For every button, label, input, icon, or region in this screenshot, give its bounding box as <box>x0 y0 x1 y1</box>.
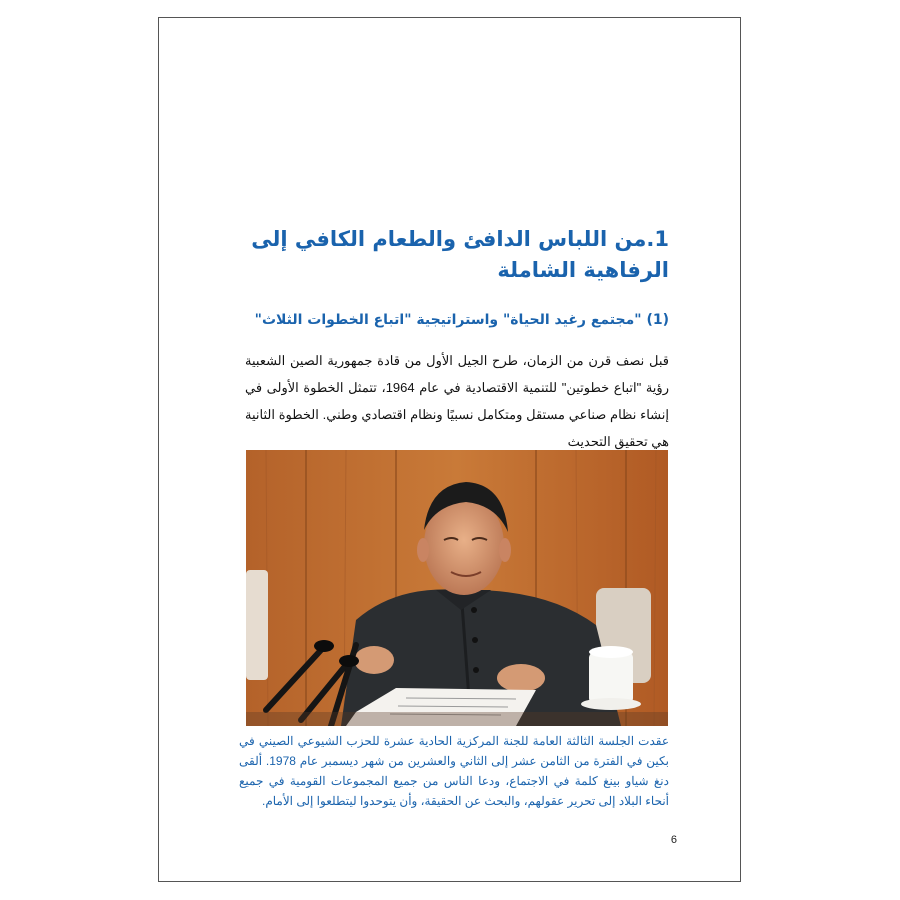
document-page <box>158 17 741 882</box>
page-number: 6 <box>670 834 677 846</box>
section-heading: 1.من اللباس الدافئ والطعام الكافي إلى الرفاهية الشاملة <box>251 227 669 282</box>
body-paragraph: قبل نصف قرن من الزمان، طرح الجيل الأول من قادة جمهورية الصين الشعبية رؤية "اتباع خطوتين" للتنمية الاقتصادية في عام 1964، تتمثل الخطوة الأولى في إنشاء نظام صناعي مستقل ومتكامل نسبيًا ونظام اقتصادي وطني. الخطوة الثانية هي تحقيق التحديث <box>245 353 669 449</box>
photo-caption: عقدت الجلسة الثالثة العامة للجنة المركزية الحادية عشرة للحزب الشيوعي الصيني في بكين في الفترة من الثامن عشر إلى الثاني والعشرين من شهر ديسمبر عام 1978. ألقى دنغ شياو بينغ كلمة في الاجتماع، ودعا الناس من جميع المجموعات القومية في جميع أنحاء البلاد إلى تحرير عقولهم، والبحث عن الحقيقة، وأن يتوحدوا ليتطلعوا إلى الأمام. <box>239 734 669 808</box>
subsection-heading: (1) "مجتمع رغيد الحياة" واستراتيجية "اتباع الخطوات الثلاث" <box>254 312 669 328</box>
speaker-photo <box>246 450 668 726</box>
